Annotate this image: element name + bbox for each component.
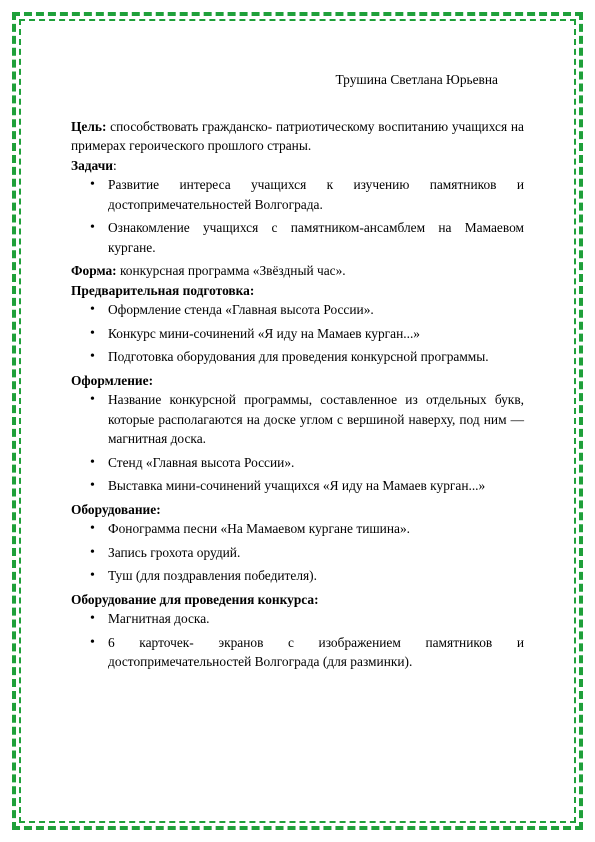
list-item: • Название конкурсной программы, составленное из отдельных букв, которые располагаются на доске углом с вершиной наверху, под ним — магнитная доска. (71, 390, 524, 449)
equipment-heading: Оборудование: (71, 501, 161, 517)
tasks-label: Задачи (71, 157, 113, 173)
list-item: • Ознакомление учащихся с памятником-ансамблем на Мамаевом кургане. (71, 218, 524, 257)
list-item: • Туш (для поздравления победителя). (71, 566, 524, 586)
design-heading: Оформление: (71, 372, 154, 388)
list-item: • Стенд «Главная высота России». (71, 453, 524, 473)
form-label: Форма: (71, 263, 117, 278)
form-paragraph (71, 261, 524, 281)
tasks-heading (71, 156, 524, 176)
list-item: • Магнитная доска. (71, 609, 524, 629)
list-item: • Запись грохота орудий. (71, 543, 524, 563)
list-item: • Подготовка оборудования для проведения конкурсной программы. (71, 347, 524, 367)
goal-label: Цель: (71, 118, 107, 134)
list-item: • Фонограмма песни «На Мамаевом кургане тишина». (71, 519, 524, 539)
contest-equipment-heading: Оборудование для проведения конкурса: (71, 591, 319, 607)
document-body (71, 70, 524, 676)
list-item: • Развитие интереса учащихся к изучению памятников и достопримечательностей Волгограда. (71, 175, 524, 214)
author-name: Трушина Светлана Юрьевна (335, 72, 498, 87)
form-text: конкурсная программа «Звёздный час». (116, 263, 346, 278)
list-item: • 6 карточек- экранов с изображением памятников и достопримечательностей Волгограда (для разминки). (71, 633, 524, 672)
list-item: • Выставка мини-сочинений учащихся «Я иду на Мамаев курган...» (71, 476, 524, 496)
design-list (71, 390, 524, 496)
goal-text: способствовать гражданско- патриотическому воспитанию учащихся на примерах героического прошлого страны. (71, 118, 524, 153)
list-item: • Конкурс мини-сочинений «Я иду на Мамаев курган...» (71, 324, 524, 344)
contest-equipment-list (71, 609, 524, 672)
preparation-heading: Предварительная подготовка: (71, 282, 255, 298)
preparation-list (71, 300, 524, 367)
equipment-list (71, 519, 524, 586)
tasks-list (71, 175, 524, 257)
goal-paragraph (71, 117, 524, 156)
tasks-suffix: : (112, 157, 117, 173)
list-item: • Оформление стенда «Главная высота России». (71, 300, 524, 320)
